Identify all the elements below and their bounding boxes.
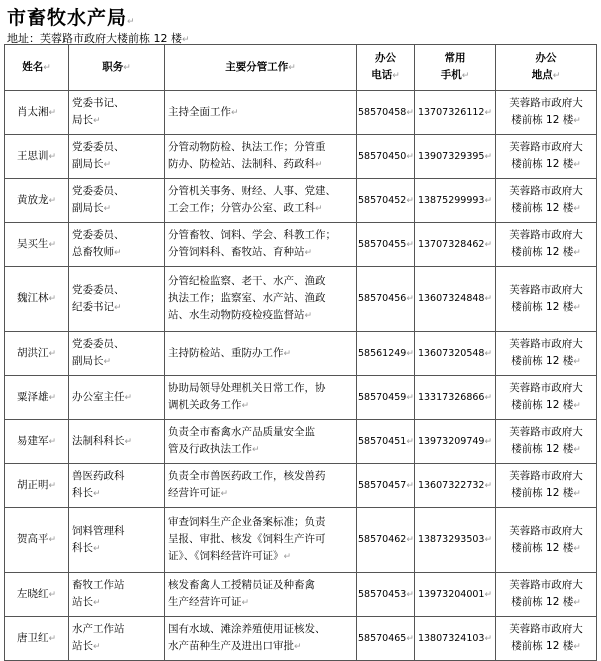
cell-name: 魏江林↵ — [5, 267, 69, 332]
header-row — [5, 45, 597, 91]
header-position: 职务↵ — [69, 45, 165, 91]
table-row — [5, 573, 597, 617]
cell-location: 芙蓉路市政府大 楼前栋 12 楼↵ — [496, 573, 597, 617]
cell-location: 芙蓉路市政府大 楼前栋 12 楼↵ — [496, 223, 597, 267]
cell-position: 党委委员、 副局长↵ — [69, 332, 165, 376]
cell-duties: 分管畜牧、饲料、学会、科教工作； 分管饲料科、畜牧站、育种站↵ — [165, 223, 357, 267]
address-line: 地址：芙蓉路市政府大楼前栋 12 楼↵ — [7, 32, 190, 45]
table-row — [5, 179, 597, 223]
cell-duties: 分管纪检监察、老干、水产、渔政 执法工作；监察室、水产站、渔政 站、水生动物防疫检疫监督站↵ — [165, 267, 357, 332]
cell-office-phone: 58570465↵ — [357, 617, 415, 661]
table-row — [5, 223, 597, 267]
cell-name: 肖太湘↵ — [5, 91, 69, 135]
table-row — [5, 420, 597, 464]
header-office-phone: 办公 电话↵ — [357, 45, 415, 91]
cell-position: 党委委员、 纪委书记↵ — [69, 267, 165, 332]
cell-duties: 核发畜禽人工授精员证及种畜禽 生产经营许可证↵ — [165, 573, 357, 617]
cell-name: 唐卫红↵ — [5, 617, 69, 661]
cell-mobile: 13607320548↵ — [415, 332, 496, 376]
cell-name: 胡正明↵ — [5, 464, 69, 508]
table-row — [5, 135, 597, 179]
document-title: 市畜牧水产局↵ — [7, 7, 136, 29]
cell-name: 粟泽雄↵ — [5, 376, 69, 420]
cell-office-phone: 58570456↵ — [357, 267, 415, 332]
table-row — [5, 91, 597, 135]
cell-mobile: 13973204001↵ — [415, 573, 496, 617]
cell-mobile: 13707326112↵ — [415, 91, 496, 135]
cell-position: 法制科科长↵ — [69, 420, 165, 464]
cell-location: 芙蓉路市政府大 楼前栋 12 楼↵ — [496, 135, 597, 179]
cell-location: 芙蓉路市政府大 楼前栋 12 楼↵ — [496, 464, 597, 508]
cell-position: 饲料管理科 科长↵ — [69, 508, 165, 573]
cell-name: 王思训↵ — [5, 135, 69, 179]
table-row — [5, 617, 597, 661]
table-row — [5, 508, 597, 573]
cell-name: 易建军↵ — [5, 420, 69, 464]
cell-office-phone: 58570452↵ — [357, 179, 415, 223]
cell-position: 畜牧工作站 站长↵ — [69, 573, 165, 617]
cell-mobile: 13607324848↵ — [415, 267, 496, 332]
header-location: 办公 地点↵ — [496, 45, 597, 91]
cell-office-phone: 58570453↵ — [357, 573, 415, 617]
cell-name: 吴买生↵ — [5, 223, 69, 267]
cell-mobile: 13873293503↵ — [415, 508, 496, 573]
cell-location: 芙蓉路市政府大 楼前栋 12 楼↵ — [496, 617, 597, 661]
cell-position: 办公室主任↵ — [69, 376, 165, 420]
cell-mobile: 13807324103↵ — [415, 617, 496, 661]
cell-mobile: 13875299993↵ — [415, 179, 496, 223]
cell-office-phone: 58570458↵ — [357, 91, 415, 135]
cell-location: 芙蓉路市政府大 楼前栋 12 楼↵ — [496, 420, 597, 464]
cell-location: 芙蓉路市政府大 楼前栋 12 楼↵ — [496, 179, 597, 223]
cell-office-phone: 58570451↵ — [357, 420, 415, 464]
cell-location: 芙蓉路市政府大 楼前栋 12 楼↵ — [496, 508, 597, 573]
cell-mobile: 13907329395↵ — [415, 135, 496, 179]
cell-duties: 分管动物防检、执法工作；分管重 防办、防检站、法制科、药政科↵ — [165, 135, 357, 179]
cell-location: 芙蓉路市政府大 楼前栋 12 楼↵ — [496, 91, 597, 135]
table-body — [5, 91, 597, 661]
cell-office-phone: 58570450↵ — [357, 135, 415, 179]
cell-office-phone: 58570462↵ — [357, 508, 415, 573]
cell-location: 芙蓉路市政府大 楼前栋 12 楼↵ — [496, 267, 597, 332]
cell-location: 芙蓉路市政府大 楼前栋 12 楼↵ — [496, 332, 597, 376]
table-row — [5, 464, 597, 508]
cell-duties: 负责全市畜禽水产品质量安全监 管及行政执法工作↵ — [165, 420, 357, 464]
header-mobile: 常用 手机↵ — [415, 45, 496, 91]
cell-mobile: 13707328462↵ — [415, 223, 496, 267]
cell-duties: 分管机关事务、财经、人事、党建、 工会工作；分管办公室、政工科↵ — [165, 179, 357, 223]
table-row — [5, 332, 597, 376]
cell-name: 左晓红↵ — [5, 573, 69, 617]
cell-office-phone: 58570459↵ — [357, 376, 415, 420]
cell-duties: 国有水域、滩涂养殖使用证核发、 水产苗种生产及进出口审批↵ — [165, 617, 357, 661]
cell-duties: 协助局领导处理机关日常工作，协 调机关政务工作↵ — [165, 376, 357, 420]
cell-duties: 主持防检站、重防办工作↵ — [165, 332, 357, 376]
cell-office-phone: 58570455↵ — [357, 223, 415, 267]
cell-position: 党委委员、 总畜牧师↵ — [69, 223, 165, 267]
cell-position: 水产工作站 站长↵ — [69, 617, 165, 661]
cell-office-phone: 58570457↵ — [357, 464, 415, 508]
cell-position: 党委委员、 副局长↵ — [69, 135, 165, 179]
cell-duties: 主持全面工作↵ — [165, 91, 357, 135]
header-name: 姓名↵ — [5, 45, 69, 91]
table-row — [5, 267, 597, 332]
cell-mobile: 13973209749↵ — [415, 420, 496, 464]
cell-duties: 负责全市兽医药政工作，核发兽药 经营许可证↵ — [165, 464, 357, 508]
contact-table — [4, 44, 597, 661]
cell-location: 芙蓉路市政府大 楼前栋 12 楼↵ — [496, 376, 597, 420]
cell-name: 黄放龙↵ — [5, 179, 69, 223]
cell-position: 党委书记、 局长↵ — [69, 91, 165, 135]
cell-duties: 审查饲料生产企业备案标准；负责 呈报、审批、核发《饲料生产许可 证》、《饲料经营许可证》↵ — [165, 508, 357, 573]
cell-office-phone: 58561249↵ — [357, 332, 415, 376]
cell-mobile: 13607322732↵ — [415, 464, 496, 508]
cell-position: 党委委员、 副局长↵ — [69, 179, 165, 223]
cell-name: 贺高平↵ — [5, 508, 69, 573]
table-row — [5, 376, 597, 420]
cell-mobile: 13317326866↵ — [415, 376, 496, 420]
cell-name: 胡洪江↵ — [5, 332, 69, 376]
header-duties: 主要分管工作↵ — [165, 45, 357, 91]
cell-position: 兽医药政科 科长↵ — [69, 464, 165, 508]
